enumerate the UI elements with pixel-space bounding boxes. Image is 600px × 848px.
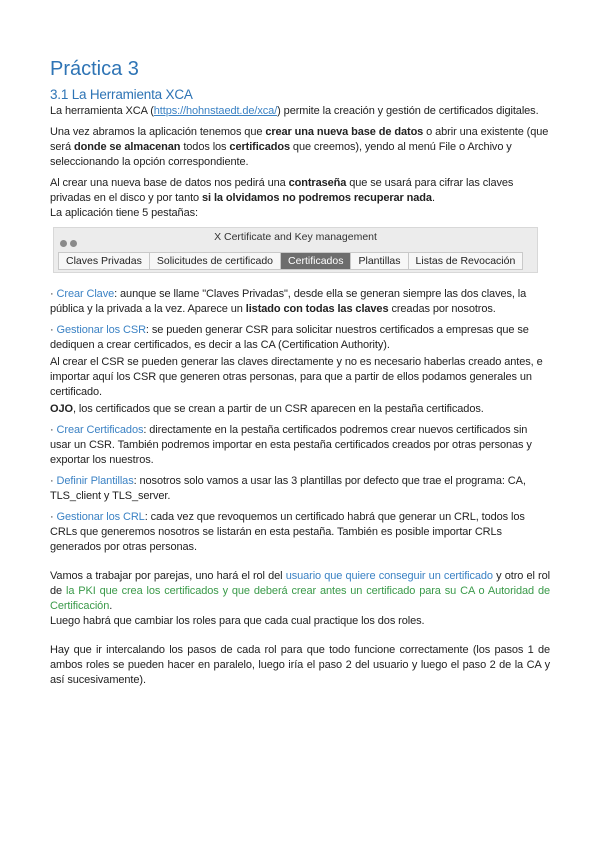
page-title: Práctica 3 xyxy=(50,58,139,80)
item-label: Gestionar los CSR xyxy=(56,324,146,336)
text: que se usará para cifrar las claves privadas en el disco y por tanto xyxy=(50,177,514,204)
bold-text: OJO xyxy=(50,403,73,415)
text: todos los xyxy=(180,141,230,153)
spacer xyxy=(50,561,550,569)
text: ) permite la creación y gestión de certificados digitales. xyxy=(277,105,539,117)
text: . xyxy=(109,600,113,612)
section-heading: 3.1 La Herramienta XCA xyxy=(50,87,193,102)
text: que creemos), yendo al menú File o Archivo y seleccionando la opción correspondiente. xyxy=(50,141,512,168)
text: o abrir una existente (que será xyxy=(50,126,549,153)
text: Una vez abramos la aplicación tenemos que xyxy=(50,126,266,138)
bullet: · xyxy=(50,424,57,436)
user-role-text: usuario que quiere conseguir un certificado xyxy=(285,570,493,582)
item-crear-clave xyxy=(50,287,550,317)
text: : nosotros solo vamos a usar las 3 plantillas por defecto que trae el programa: CA, TLS_client y TLS_server. xyxy=(50,475,526,502)
bullet: · xyxy=(50,288,57,300)
text: Luego habrá que cambiar los roles para que cada cual practique los dos roles. xyxy=(50,615,425,627)
text: , los certificados que se crean a partir de un CSR aparecen en la pestaña certificados. xyxy=(72,403,484,415)
text: y otro el rol de xyxy=(50,570,550,597)
item-gestionar-csr xyxy=(50,323,550,353)
item-crear-certificados xyxy=(50,423,550,468)
paragraph-xca-intro xyxy=(50,104,550,119)
pki-role-text: la PKI que crea los certificados y que deberá crear antes un certificado para su CA o Autoridad de Certificación xyxy=(50,585,550,612)
paragraph-password xyxy=(50,176,550,221)
paragraph-csr-extra: Al crear el CSR se pueden generar las claves directamente y no es necesario haberlas creado antes, e importar aquí los CSR que generen otras personas, para que a partir de ellos podamos generales un certificado. xyxy=(50,356,543,398)
paragraph-database xyxy=(50,125,550,170)
bullet: · xyxy=(50,511,57,523)
item-label: Crear Clave xyxy=(56,288,115,300)
item-definir-plantillas xyxy=(50,474,550,504)
paragraph-ojo xyxy=(50,402,550,417)
bold-text: crear una nueva base de datos xyxy=(265,126,424,138)
tab-claves-privadas[interactable]: Claves Privadas xyxy=(59,253,150,269)
bold-text: contraseña xyxy=(288,177,347,189)
text: : directamente en la pestaña certificados podremos crear nuevos certificados sin usar un CSR. También podremos importar en esta pestaña certificados creados por otras personas y exportar los nuestros. xyxy=(50,424,532,466)
spacer xyxy=(50,635,550,643)
paragraph-final: Hay que ir intercalando los pasos de cada rol para que todo funcione correctamente (los pasos 1 de ambos roles se pueden hacer en paralelo, luego iría el paso 2 del usuario y luego el paso 2 de la CA y así sucesivamente). xyxy=(50,644,550,686)
bold-text: donde se almacenan xyxy=(73,141,181,153)
text: . xyxy=(431,192,435,204)
text: La herramienta XCA ( xyxy=(50,105,154,117)
tab-plantillas[interactable]: Plantillas xyxy=(351,253,408,269)
item-label: Crear Certificados xyxy=(56,424,144,436)
tab-bar xyxy=(58,252,523,270)
tab-listas-revocacion[interactable]: Listas de Revocación xyxy=(415,255,516,267)
text: La aplicación tiene 5 pestañas: xyxy=(50,207,198,219)
item-gestionar-crl xyxy=(50,510,550,555)
text: Vamos a trabajar por parejas, uno hará el rol del xyxy=(50,570,286,582)
tab-certificados[interactable]: Certificados xyxy=(281,253,351,269)
bold-text: listado con todas las claves xyxy=(245,303,389,315)
bullet: · xyxy=(50,475,57,487)
xca-window-screenshot xyxy=(53,227,538,273)
bold-text: si la olvidamos no podremos recuperar nada xyxy=(202,192,432,204)
text: : aunque se llame "Claves Privadas", desde ella se generan siempre las dos claves, la pública y la privada a la vez. Aparece un xyxy=(50,288,527,315)
tab-solicitudes[interactable]: Solicitudes de certificado xyxy=(150,253,281,269)
paragraph-roles xyxy=(50,569,550,629)
bullet: · xyxy=(50,324,57,336)
text: creadas por nosotros. xyxy=(388,303,496,315)
document-page xyxy=(50,58,550,694)
xca-link[interactable]: https://hohnstaedt.de/xca/ xyxy=(153,105,278,117)
text: Al crear una nueva base de datos nos pedirá una xyxy=(50,177,289,189)
text: : cada vez que revoquemos un certificado habrá que generar un CRL, todos los CRLs que generemos nosotros se listarán en esta pestaña. También es posible importar CRLs generados por otras personas. xyxy=(50,511,525,553)
text: : se pueden generar CSR para solicitar nuestros certificados a empresas que se dediquen a crear certificados, es decir a las CA (Certification Authority). xyxy=(50,324,529,351)
window-title: X Certificate and Key management xyxy=(214,231,377,243)
item-label: Definir Plantillas xyxy=(56,475,134,487)
bold-text: certificados xyxy=(229,141,290,153)
item-label: Gestionar los CRL xyxy=(56,511,145,523)
window-titlebar xyxy=(54,228,537,248)
